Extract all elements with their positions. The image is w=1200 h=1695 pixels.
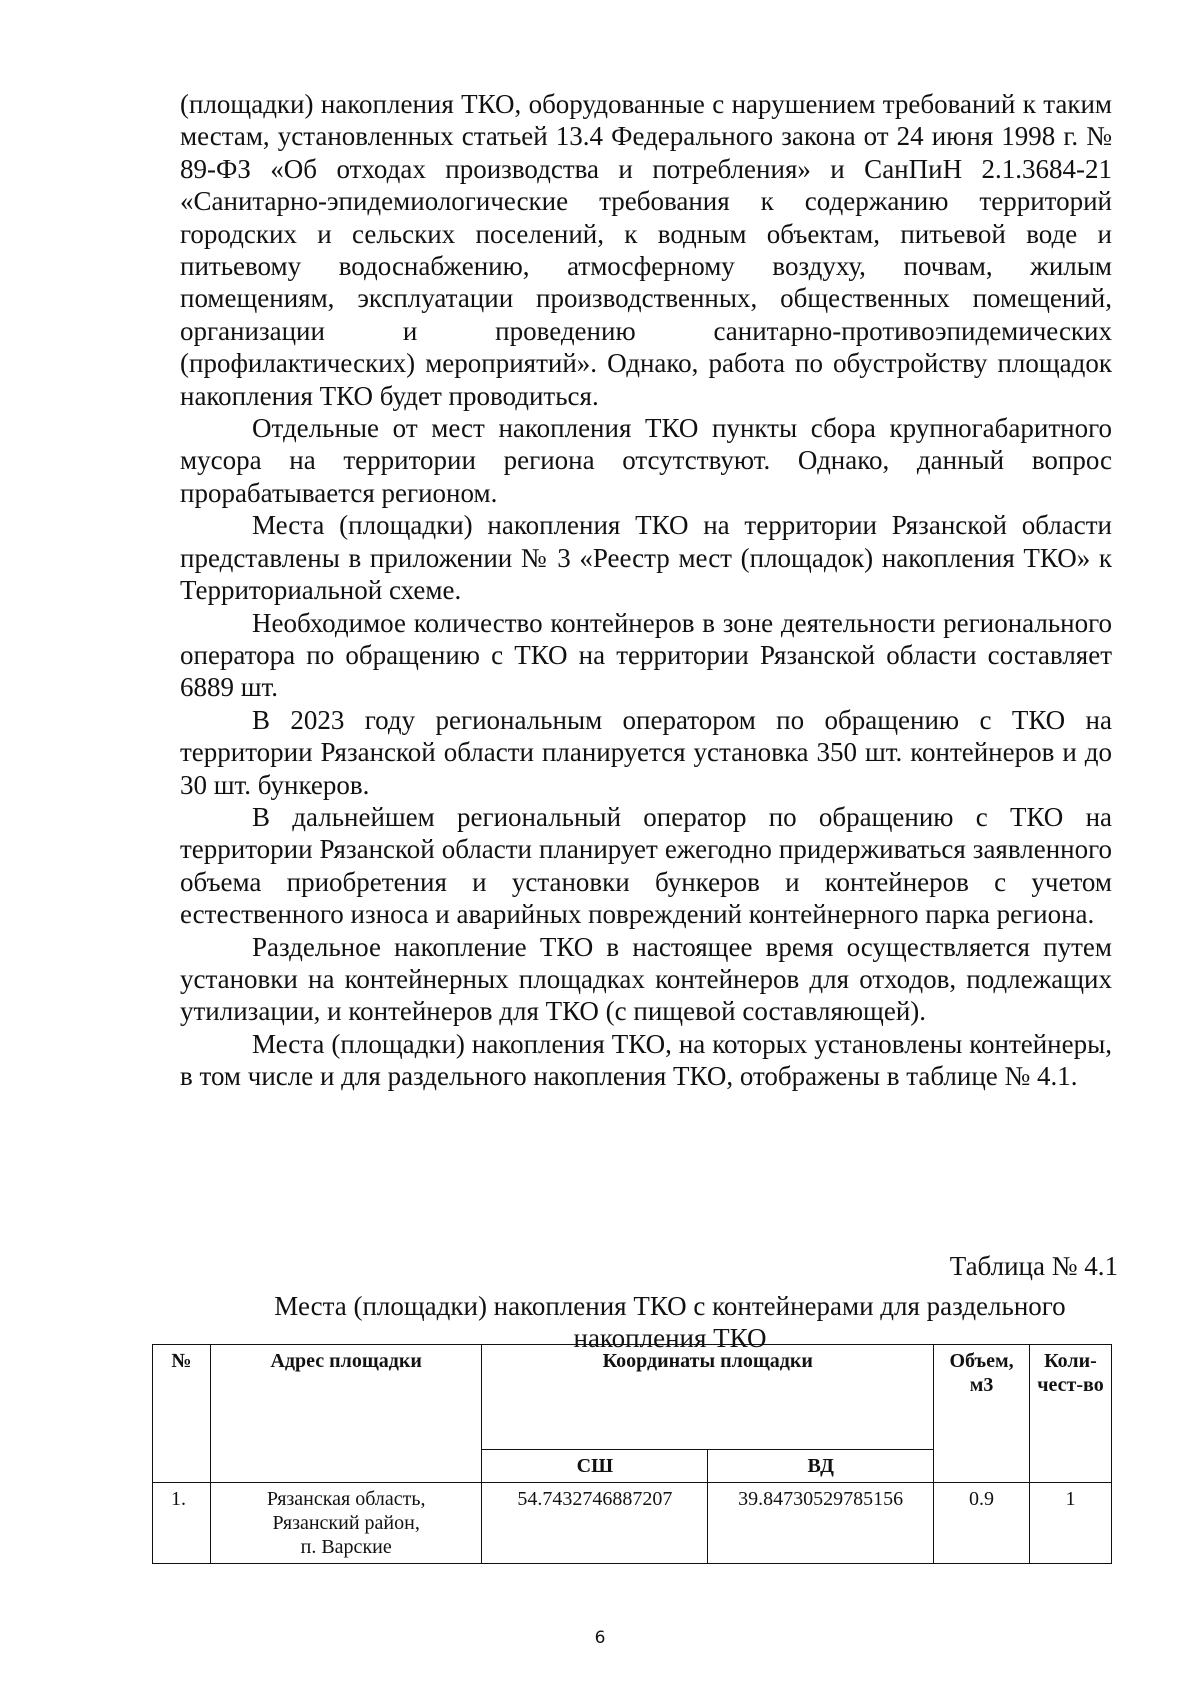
address-line: Рязанская область, [266, 1488, 426, 1510]
paragraph-2023-plan: В 2023 году региональным оператором по обращению с ТКО на территории Рязанской области планируется установка 350 шт. контейнеров и до 30 шт. бункеров. [180, 704, 1112, 800]
row-longitude: 39.84730529785156 [708, 1483, 934, 1564]
header-number: № [153, 1345, 211, 1483]
header-coordinates: Координаты площадки [482, 1345, 934, 1450]
body-text [180, 88, 1112, 1093]
paragraph-registry-reference: Места (площадки) накопления ТКО на территории Рязанской области представлены в приложении № 3 «Реестр мест (площадок) накопления ТКО» к Территориальной схеме. [180, 510, 1112, 606]
paragraph-continuation: (площадки) накопления ТКО, оборудованные с нарушением требований к таким местам, установленных статьей 13.4 Федерального закона от 24 июня 1998 г. № 89-ФЗ «Об отходах производства и потребления» и СанПиН 2.1.3684-21 «Санитарно-эпидемиологические требования к содержанию территорий городских и сельских поселений, к водным объектам, питьевой воде и питьевому водоснабжению, атмосферному воздуху, почвам, жилым помещениям, эксплуатации производственных, общественных помещений, организации и проведению санитарно-противоэпидемических (профилактических) мероприятий». Однако, работа по обустройству площадок накопления ТКО будет проводиться. [180, 89, 1112, 411]
row-volume: 0.9 [934, 1483, 1030, 1564]
paragraph-bulky-waste: Отдельные от мест накопления ТКО пункты сбора крупногабаритного мусора на территории региона отсутствуют. Однако, данный вопрос прорабатывается регионом. [180, 413, 1112, 508]
table-label: Таблица № 4.1 [949, 1251, 1118, 1281]
table-title: Места (площадки) накопления ТКО с контейнерами для раздельного накопления ТКО [274, 1291, 1066, 1353]
paragraph-future-plan: В дальнейшем региональный оператор по обращению с ТКО на территории Рязанской области планирует ежегодно придерживаться заявленного объема приобретения и установки бункеров и контейнеров с учетом естественного износа и аварийных повреждений контейнерного парка региона. [180, 801, 1112, 930]
paragraph-table-reference: Места (площадки) накопления ТКО, на которых установлены контейнеры, в том числе и для раздельного накопления ТКО, отображены в таблице № 4.1. [180, 1028, 1112, 1092]
paragraph-container-need: Необходимое количество контейнеров в зоне деятельности регионального оператора по обращению с ТКО на территории Рязанской области составляет 6889 шт. [180, 607, 1112, 703]
header-address: Адрес площадки [210, 1345, 482, 1483]
paragraph-separate-collection: Раздельное накопление ТКО в настоящее время осуществляется путем установки на контейнерных площадках контейнеров для отходов, подлежащих утилизации, и контейнеров для ТКО (с пищевой составляющей). [180, 931, 1112, 1027]
row-address [210, 1483, 482, 1564]
collection-sites-table [152, 1344, 1112, 1564]
address-line: п. Варские [300, 1536, 392, 1558]
row-number: 1. [153, 1483, 211, 1564]
page-number: 6 [594, 1628, 606, 1648]
header-volume: Объем, м3 [934, 1345, 1030, 1483]
header-longitude: ВД [708, 1450, 934, 1483]
header-count: Коли-чест-во [1030, 1345, 1112, 1483]
row-count: 1 [1030, 1483, 1112, 1564]
table-row [153, 1483, 1112, 1564]
header-latitude: СШ [482, 1450, 708, 1483]
address-line: Рязанский район, [272, 1512, 420, 1534]
row-latitude: 54.7432746887207 [482, 1483, 708, 1564]
